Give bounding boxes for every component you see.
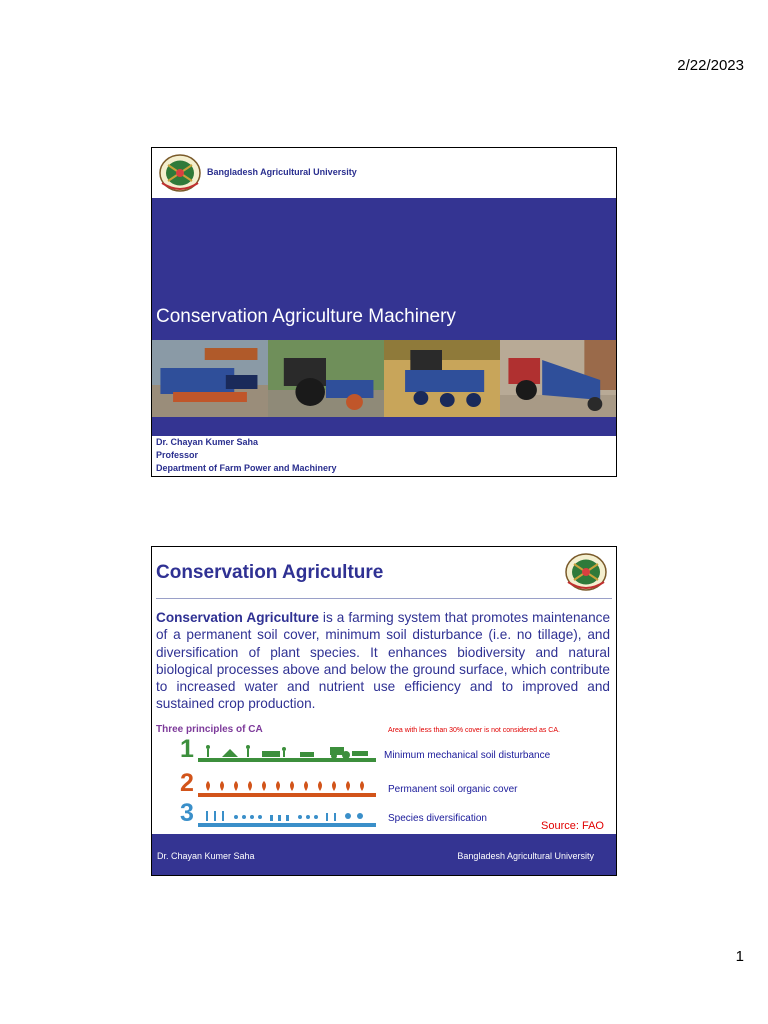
footer-university: Bangladesh Agricultural University: [457, 851, 594, 861]
principles-title: Three principles of CA: [156, 724, 263, 735]
author-name: Dr. Chayan Kumer Saha: [156, 437, 259, 447]
slide-1-title: Conservation Agriculture Machinery: [156, 306, 456, 327]
slide-1: [151, 147, 617, 477]
principle-2-number: 2: [180, 769, 194, 797]
coverage-note: Area with less than 30% cover is not considered as CA.: [388, 727, 560, 734]
principle-3-label: Species diversification: [388, 813, 487, 824]
page-number: 1: [735, 948, 744, 965]
ca-term: Conservation Agriculture: [156, 610, 319, 625]
author-department: Department of Farm Power and Machinery: [156, 463, 337, 473]
crop-diversity-icon: [202, 807, 372, 823]
principle-2-label: Permanent soil organic cover: [388, 784, 518, 795]
tillage-icon: [202, 743, 372, 759]
soil-cover-icon: [202, 777, 372, 793]
author-position: Professor: [156, 450, 199, 460]
slide-2-footer: [152, 834, 616, 875]
ca-definition-paragraph: [156, 609, 610, 713]
principle-1-number: 1: [180, 735, 194, 763]
university-logo-icon: [564, 552, 608, 592]
principle-1-label: Minimum mechanical soil disturbance: [384, 750, 551, 761]
ca-definition-text: is a farming system that promotes maintenance of a permanent soil cover, minimum soil disturbance (i.e. no tillage), and diversification of plant species. It enhances biodiversity and natural biological processes above and below the ground surface, which contribute to increased water and nutrient use efficiency and to improved and sustained crop production.: [156, 610, 611, 712]
slide-1-header: [152, 148, 616, 198]
footer-author: Dr. Chayan Kumer Saha: [157, 851, 255, 861]
seeder-machine-photo: [152, 340, 268, 417]
planter-machine-photo: [500, 340, 616, 417]
drill-in-field-photo: [384, 340, 500, 417]
university-name: Bangladesh Agricultural University: [207, 167, 357, 177]
author-block: [156, 436, 337, 475]
university-logo-icon: [158, 153, 202, 193]
title-divider: [156, 598, 612, 599]
source-citation: Source: FAO: [541, 820, 604, 832]
title-band: [152, 198, 616, 436]
slide-2-title: Conservation Agriculture: [156, 562, 384, 583]
page-date: 2/22/2023: [677, 57, 744, 74]
slide-2: [151, 546, 617, 876]
machinery-photo-strip: [152, 340, 616, 417]
power-tiller-photo: [268, 340, 384, 417]
principle-3-number: 3: [180, 799, 194, 827]
